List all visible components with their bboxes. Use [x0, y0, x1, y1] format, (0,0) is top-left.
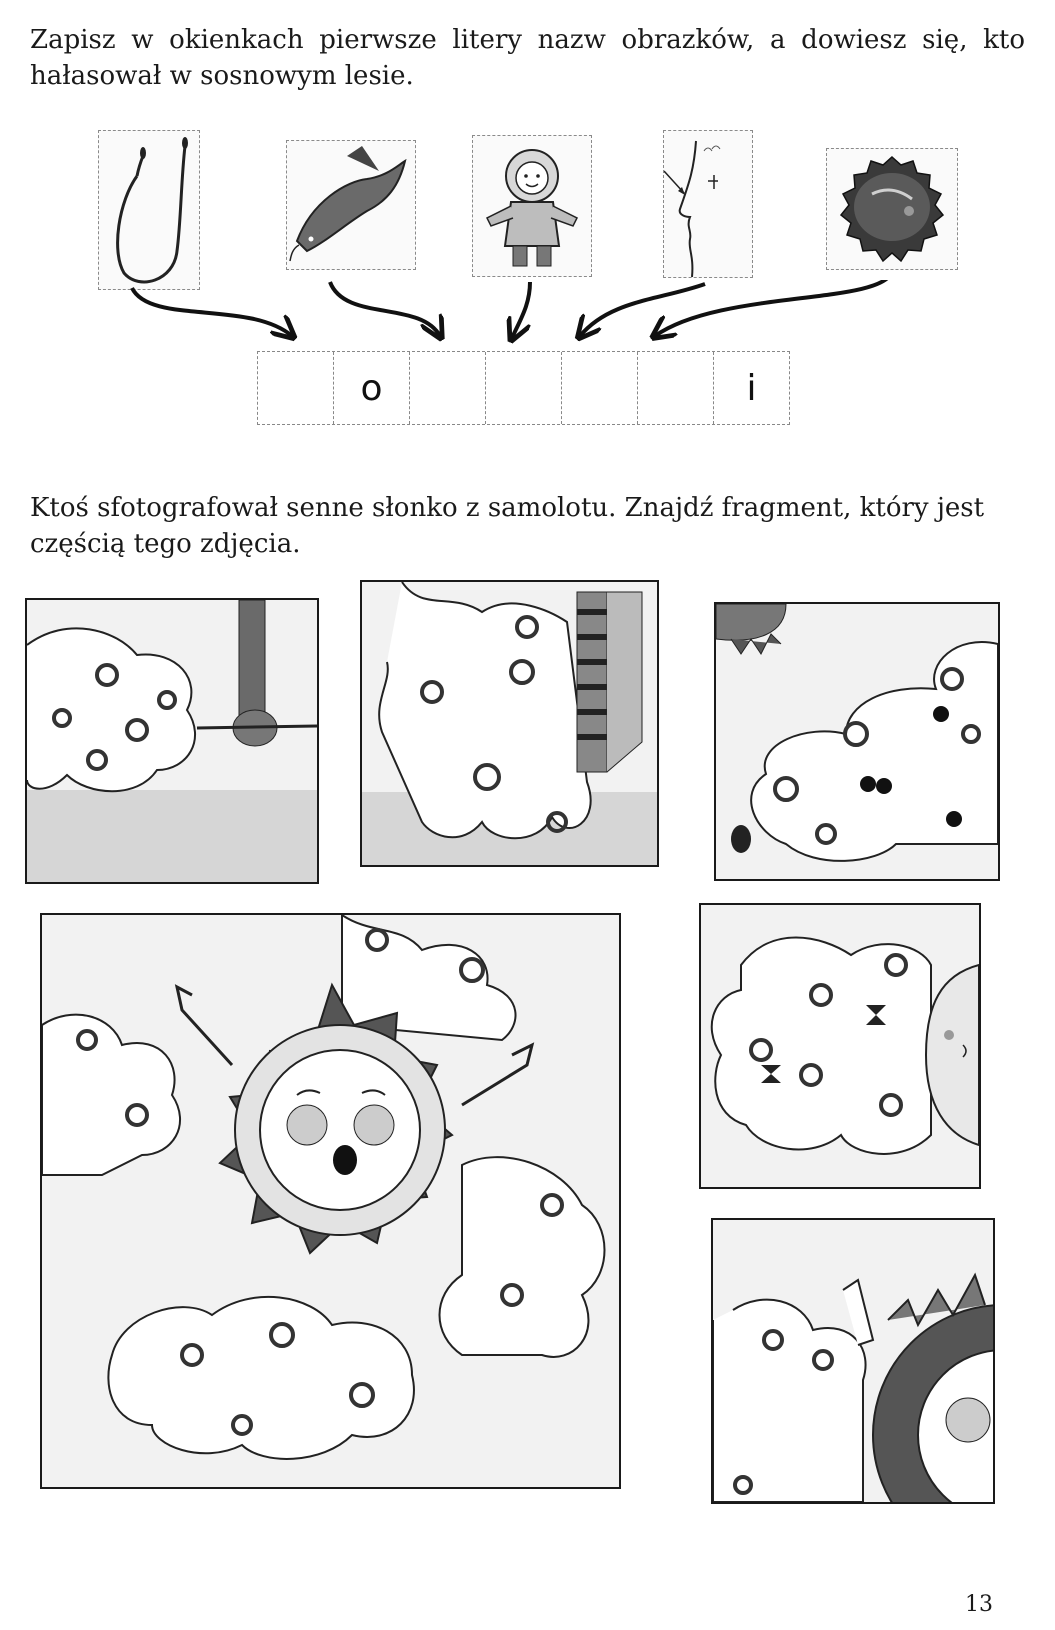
connector-arrows — [0, 280, 1055, 350]
picture-4 — [663, 130, 753, 278]
picture-1 — [98, 130, 200, 290]
eskimo-icon — [473, 136, 591, 276]
picture-5 — [826, 148, 958, 270]
instruction-2: Ktoś sfotografował senne słonko z samolotu. Znajdź fragment, który jest częścią tego zdjęcia. — [30, 493, 985, 559]
fragment-c[interactable] — [714, 602, 1000, 881]
fragment-d[interactable] — [699, 903, 981, 1189]
answer-cell[interactable] — [562, 352, 638, 424]
main-sun-picture — [40, 913, 621, 1489]
cloud-column-image — [362, 582, 657, 865]
answer-cell[interactable] — [638, 352, 714, 424]
answer-boxes — [257, 351, 790, 425]
fragment-b[interactable] — [360, 580, 659, 867]
answer-cell[interactable] — [410, 352, 486, 424]
page-number: 13 — [965, 1592, 993, 1617]
cloud-sun-face-image — [701, 905, 979, 1187]
answer-cell[interactable]: i — [746, 367, 757, 409]
cloud-cherries-image — [716, 604, 998, 879]
sun-corner-image — [713, 1220, 993, 1502]
cloud-hand-image — [27, 600, 317, 882]
nose-face-icon — [664, 131, 752, 277]
fragment-a[interactable] — [25, 598, 319, 884]
picture-2 — [286, 140, 416, 270]
sleepy-sun-image — [42, 915, 619, 1487]
loop-string-icon — [99, 131, 199, 289]
instruction-1: Zapisz w okienkach pierwsze litery nazw obrazków, a dowiesz się, kto hałasował w sosnowym lesie. — [30, 25, 1025, 91]
picture-3 — [472, 135, 592, 277]
answer-cell[interactable] — [258, 352, 334, 424]
fragment-e[interactable] — [711, 1218, 995, 1504]
catfish-icon — [287, 141, 415, 269]
bottle-cap-icon — [827, 149, 957, 269]
answer-cell[interactable] — [486, 352, 562, 424]
answer-cell[interactable]: o — [334, 352, 410, 424]
